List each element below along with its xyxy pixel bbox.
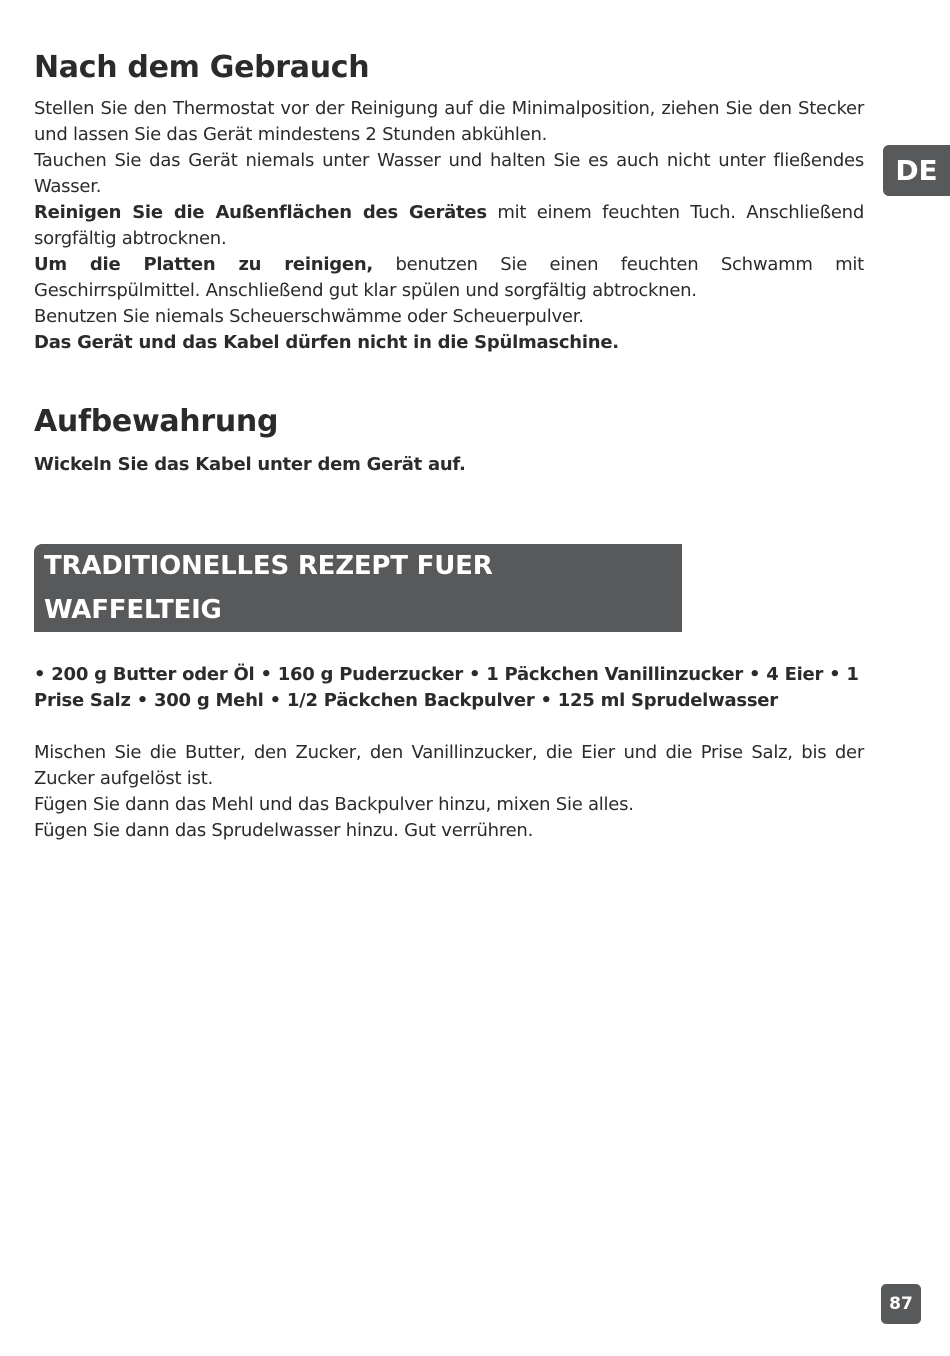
ingredients-list — [34, 662, 864, 714]
storage-body — [34, 452, 864, 478]
recipe-method — [34, 740, 864, 844]
paragraph — [34, 330, 864, 356]
paragraph: Stellen Sie den Thermostat vor der Reinigung auf die Minimalposition, ziehen Sie den Stecker und lassen Sie das Gerät mindestens 2 Stunden abkühlen. — [34, 98, 864, 145]
paragraph-text: benutzen Sie einen feuchten Schwamm mit Geschirrspülmittel. Anschließend gut klar spülen und sorgfältig abtrocknen. — [34, 254, 864, 301]
section-title-after-use: Nach dem Gebrauch — [34, 50, 370, 85]
recipe-banner: TRADITIONELLES REZEPT FUER WAFFELTEIG — [34, 544, 682, 632]
paragraph — [34, 252, 864, 304]
paragraph: Tauchen Sie das Gerät niemals unter Wasser und halten Sie es auch nicht unter fließendes Wasser. — [34, 150, 864, 197]
paragraph-text: mit einem feuchten Tuch. Anschließend sorgfältig abtrocknen. — [34, 202, 864, 249]
ingredients-text: • 200 g Butter oder Öl • 160 g Puderzucker • 1 Päckchen Vanillinzucker • 4 Eier • 1 Prise Salz • 300 g Mehl • 1/2 Päckchen Backpulver • 125 ml Sprudelwasser — [34, 664, 859, 711]
bold-phrase: Um die Platten zu reinigen, — [34, 254, 374, 275]
section-recipe — [34, 478, 864, 844]
paragraph: Fügen Sie dann das Sprudelwasser hinzu. Gut verrühren. — [34, 820, 534, 841]
paragraph — [34, 452, 864, 478]
bold-phrase: Reinigen Sie die Außenflächen des Gerätes — [34, 202, 487, 223]
language-tab: DE — [883, 145, 950, 196]
section-after-use — [34, 48, 864, 356]
paragraph — [34, 200, 864, 252]
page-content — [34, 48, 864, 844]
paragraph: Benutzen Sie niemals Scheuerschwämme oder Scheuerpulver. — [34, 306, 584, 327]
page-number: 87 — [881, 1284, 921, 1324]
bold-phrase: Das Gerät und das Kabel dürfen nicht in die Spülmaschine. — [34, 332, 619, 353]
paragraph: Mischen Sie die Butter, den Zucker, den Vanillinzucker, die Eier und die Prise Salz, bis der Zucker aufgelöst ist. — [34, 742, 864, 789]
bold-phrase: Wickeln Sie das Kabel unter dem Gerät auf. — [34, 454, 466, 475]
section-storage — [34, 402, 864, 478]
after-use-body — [34, 96, 864, 356]
section-title-storage: Aufbewahrung — [34, 404, 279, 439]
paragraph: Fügen Sie dann das Mehl und das Backpulver hinzu, mixen Sie alles. — [34, 794, 634, 815]
